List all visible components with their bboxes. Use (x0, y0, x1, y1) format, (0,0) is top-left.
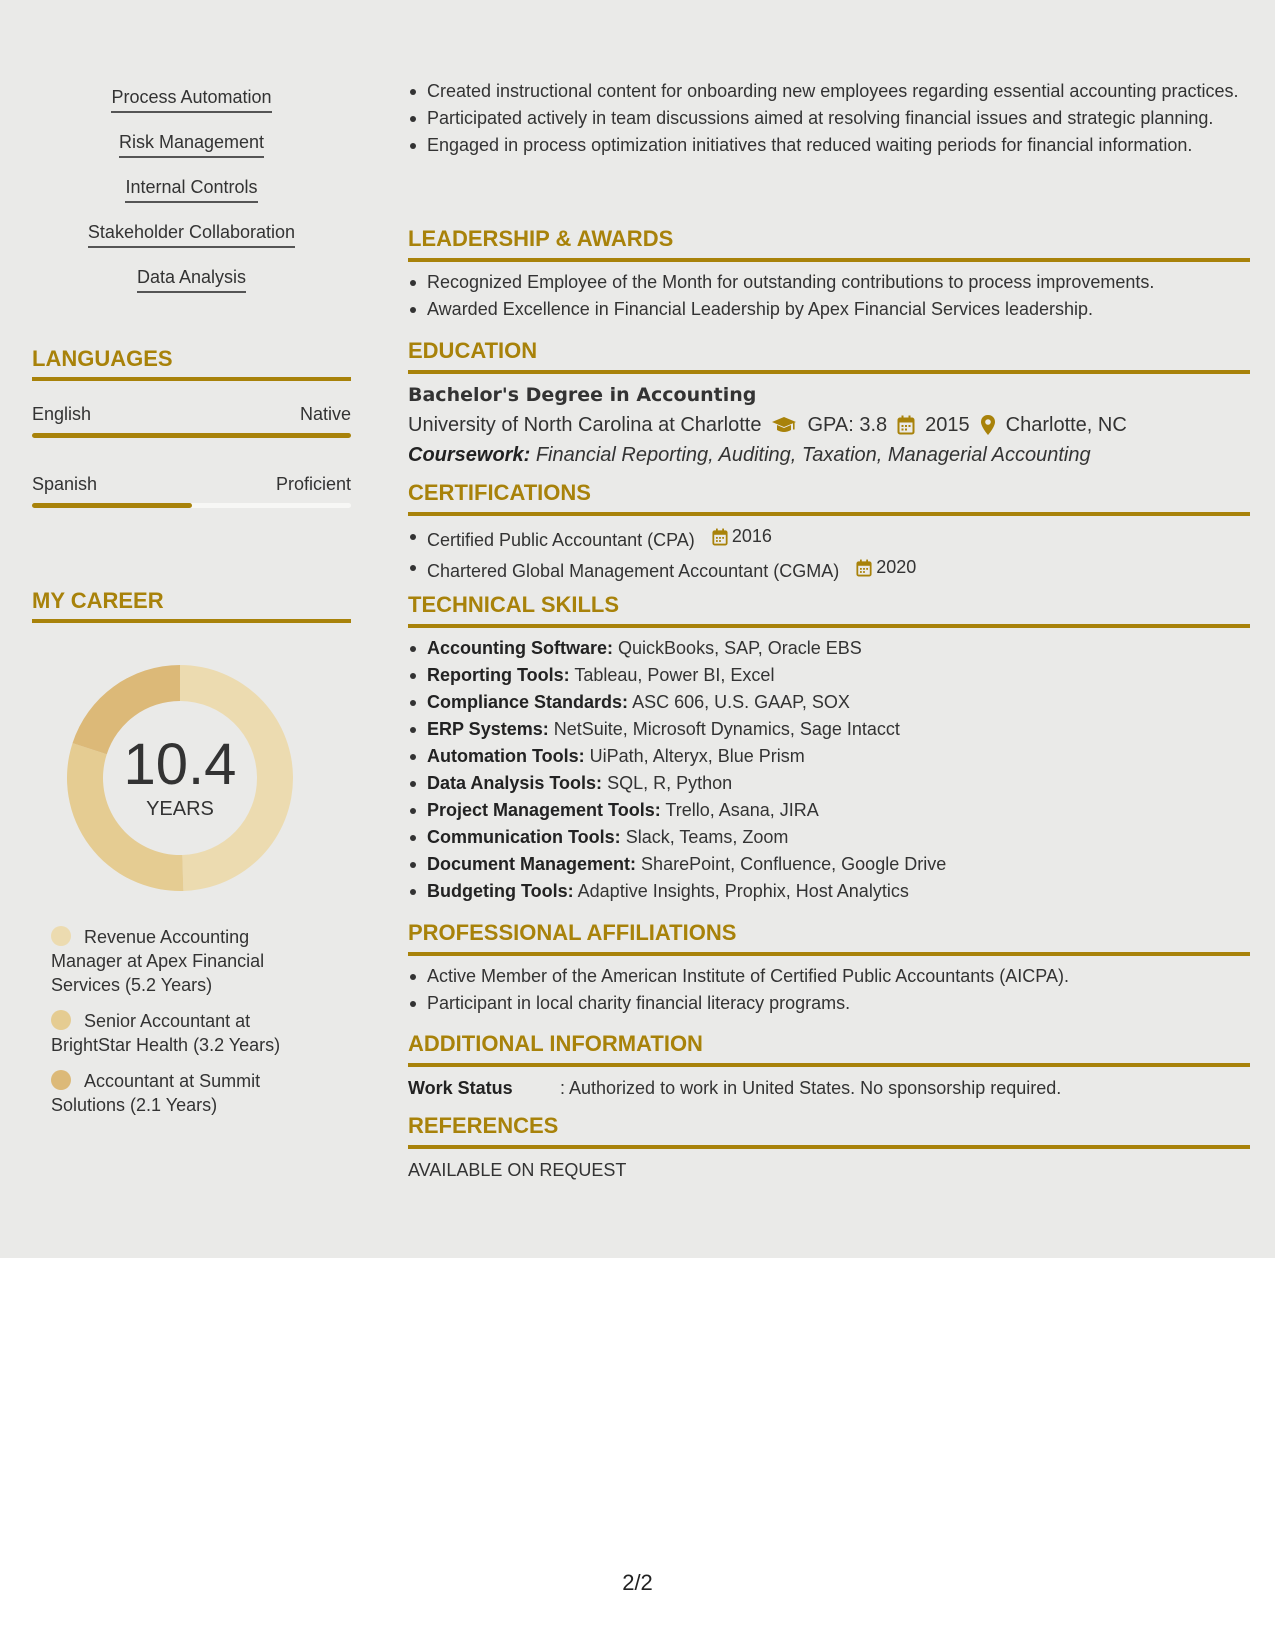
tech-skill-value: Slack, Teams, Zoom (625, 827, 789, 847)
legend-item (51, 1009, 311, 1057)
tech-skill-label: Project Management Tools: (427, 800, 661, 820)
calendar-icon (897, 415, 915, 435)
experience-bullet: Engaged in process optimization initiatives that reduced waiting periods for financial information. (408, 134, 1250, 158)
work-status-value: : Authorized to work in United States. No sponsorship required. (560, 1078, 1062, 1098)
tech-skill-label: Document Management: (427, 854, 637, 874)
language-name: English (32, 404, 92, 424)
legend-text: Accountant at Summit Solutions (2.1 Years) (51, 1071, 261, 1115)
coursework (408, 442, 1250, 468)
tech-skill-item (408, 664, 1250, 688)
tech-skill-label: Automation Tools: (427, 746, 585, 766)
award-item: Recognized Employee of the Month for outstanding contributions to process improvements. (408, 271, 1250, 295)
tech-skill-value: UiPath, Alteryx, Blue Prism (589, 746, 805, 766)
career-heading: MY CAREER (32, 588, 351, 623)
language-bar-fill (32, 433, 351, 438)
affiliation-item: Participant in local charity financial literacy programs. (408, 992, 1250, 1016)
skill-tag: Internal Controls (125, 176, 257, 203)
coursework-label: Coursework: (408, 444, 531, 466)
tech-skill-value: Tableau, Power BI, Excel (574, 665, 775, 685)
skill-tags (32, 86, 351, 311)
tech-skill-item (408, 772, 1250, 796)
tech-skill-item (408, 745, 1250, 769)
language-name: Spanish (32, 474, 98, 494)
certification-item (408, 556, 1250, 583)
language-spanish (32, 473, 351, 508)
coursework-list: Financial Reporting, Auditing, Taxation, Managerial Accounting (535, 444, 1091, 466)
education-details (408, 412, 1250, 438)
technical-skills-section (408, 592, 1250, 907)
skill-tag: Stakeholder Collaboration (88, 221, 295, 248)
tech-skill-item (408, 799, 1250, 823)
tech-skill-item (408, 880, 1250, 904)
education-heading: EDUCATION (408, 338, 1250, 374)
legend-text: Senior Accountant at BrightStar Health (3.2 Years) (51, 1011, 281, 1055)
certification-name: Certified Public Accountant (CPA) (427, 529, 695, 550)
school-location: Charlotte, NC (1005, 414, 1127, 436)
calendar-icon (712, 528, 728, 546)
tech-skill-label: Compliance Standards: (427, 692, 629, 712)
career-total-value: 10.4 (123, 732, 237, 797)
tech-skill-value: Trello, Asana, JIRA (665, 800, 819, 820)
language-english (32, 403, 351, 438)
tech-skill-label: Reporting Tools: (427, 665, 570, 685)
technical-skills-heading: TECHNICAL SKILLS (408, 592, 1250, 628)
location-pin-icon (980, 414, 996, 436)
school-name: University of North Carolina at Charlotte (408, 414, 762, 436)
legend-dot (51, 1010, 71, 1030)
legend-dot (51, 1070, 71, 1090)
references-text: AVAILABLE ON REQUEST (408, 1160, 627, 1180)
tech-skill-value: QuickBooks, SAP, Oracle EBS (618, 638, 862, 658)
tech-skill-label: Data Analysis Tools: (427, 773, 603, 793)
language-bar (32, 503, 351, 508)
tech-skill-value: Adaptive Insights, Prophix, Host Analytics (577, 881, 909, 901)
page-number: 2/2 (622, 1570, 653, 1595)
calendar-icon (856, 559, 872, 577)
award-item: Awarded Excellence in Financial Leadership by Apex Financial Services leadership. (408, 298, 1250, 322)
work-status-label: Work Status (408, 1078, 513, 1098)
tech-skill-label: ERP Systems: (427, 719, 549, 739)
legend-item (51, 1069, 311, 1117)
affiliations-heading: PROFESSIONAL AFFILIATIONS (408, 920, 1250, 956)
language-bar (32, 433, 351, 438)
tech-skill-value: SharePoint, Confluence, Google Drive (641, 854, 947, 874)
tech-skill-value: NetSuite, Microsoft Dynamics, Sage Intacct (553, 719, 900, 739)
tech-skill-item (408, 853, 1250, 877)
certifications-section (408, 480, 1250, 587)
tech-skill-label: Communication Tools: (427, 827, 621, 847)
tech-skill-item (408, 637, 1250, 661)
degree-title: Bachelor's Degree in Accounting (408, 384, 757, 406)
skill-tag: Data Analysis (137, 266, 246, 293)
languages-heading: LANGUAGES (32, 346, 351, 381)
career-donut-chart (67, 665, 293, 891)
certifications-heading: CERTIFICATIONS (408, 480, 1250, 516)
tech-skill-item (408, 718, 1250, 742)
tech-skill-value: ASC 606, U.S. GAAP, SOX (632, 692, 850, 712)
legend-dot (51, 926, 71, 946)
legend-text: Revenue Accounting Manager at Apex Financial Services (5.2 Years) (51, 927, 265, 995)
additional-info-section (408, 1031, 1250, 1099)
skill-tag: Risk Management (119, 131, 264, 158)
graduation-cap-icon (771, 415, 797, 435)
certification-year: 2020 (876, 556, 917, 577)
work-status (408, 1077, 1250, 1099)
language-bar-fill (32, 503, 192, 508)
affiliations-section (408, 920, 1250, 1019)
certification-item (408, 525, 1250, 552)
certification-year: 2016 (731, 526, 772, 546)
additional-info-heading: ADDITIONAL INFORMATION (408, 1031, 1250, 1067)
experience-bullets (408, 80, 1250, 161)
tech-skill-item (408, 826, 1250, 850)
technical-skills-list (408, 637, 1250, 904)
career-legend (51, 925, 311, 1129)
certification-name: Chartered Global Management Accountant (CGMA) (427, 560, 840, 581)
graduation-year: 2015 (925, 414, 970, 436)
career-total-unit: YEARS (146, 798, 214, 820)
tech-skill-label: Accounting Software: (427, 638, 614, 658)
leadership-heading: LEADERSHIP & AWARDS (408, 226, 1250, 262)
language-level: Proficient (275, 474, 351, 494)
skill-tag: Process Automation (111, 86, 271, 113)
experience-bullet: Participated actively in team discussions aimed at resolving financial issues and strategic planning. (408, 107, 1250, 131)
education-section (408, 338, 1250, 468)
language-level: Native (299, 404, 351, 424)
experience-bullet: Created instructional content for onboarding new employees regarding essential accounting practices. (408, 80, 1250, 104)
tech-skill-label: Budgeting Tools: (427, 881, 574, 901)
leadership-section (408, 226, 1250, 325)
tech-skill-item (408, 691, 1250, 715)
affiliation-item: Active Member of the American Institute of Certified Public Accountants (AICPA). (408, 965, 1250, 989)
references-section (408, 1113, 1250, 1181)
gpa: GPA: 3.8 (807, 414, 888, 436)
references-heading: REFERENCES (408, 1113, 1250, 1149)
legend-item (51, 925, 311, 997)
tech-skill-value: SQL, R, Python (607, 773, 733, 793)
